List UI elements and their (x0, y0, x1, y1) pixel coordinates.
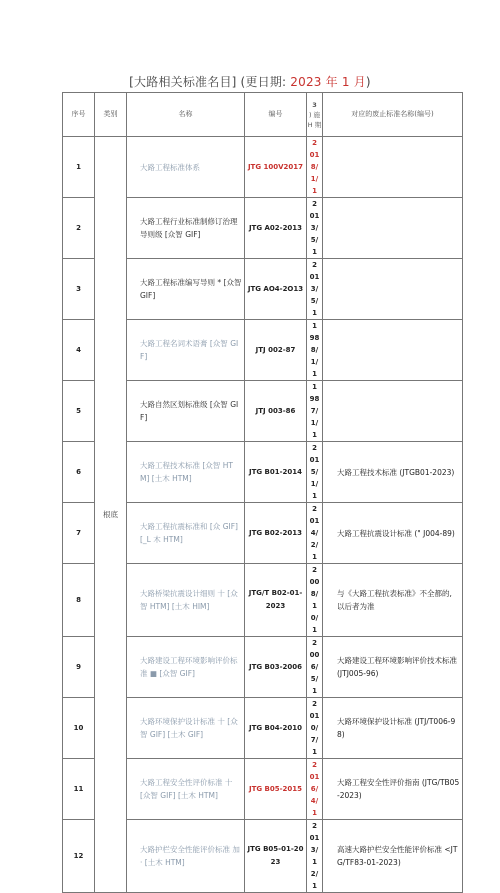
row-code: JTJ 003-86 (245, 381, 307, 442)
row-name: 大路工程安全性评价标准 十 [众智 GIF] [土木 HTM] (127, 759, 245, 820)
row-name: 大路工程标准体系 (127, 137, 245, 198)
row-code: JTG B05-2015 (245, 759, 307, 820)
row-date: 1 987/1/1 (307, 381, 323, 442)
row-seq: 11 (63, 759, 95, 820)
row-replaced: 大路工程安全性评价指南 (JTG/TB05-2023) (323, 759, 463, 820)
title-prefix: [大路相关标准名目] (更日期: (129, 75, 291, 89)
page-title (0, 73, 500, 90)
row-code: JTJ 002-87 (245, 320, 307, 381)
title-year: 2023 年 1 月 (290, 75, 366, 89)
header-name: 名称 (127, 93, 245, 137)
header-date-label: ) 施 H 期 (307, 110, 322, 129)
header-seq: 序号 (63, 93, 95, 137)
table-row (63, 137, 463, 198)
table-header-row (63, 93, 463, 137)
row-replaced: 大路工程抗震设计标准 (" J004-89) (323, 503, 463, 564)
row-seq: 1 (63, 137, 95, 198)
row-seq: 12 (63, 820, 95, 893)
row-replaced: 大路环境保护设计标准 (JTJ/T006-98) (323, 698, 463, 759)
row-code: JTG B01-2014 (245, 442, 307, 503)
row-code: JTG B05-01-2023 (245, 820, 307, 893)
row-date: 2 014/2/1 (307, 503, 323, 564)
row-code: JTG/T B02-01-2023 (245, 564, 307, 637)
header-date-top: 3 (312, 100, 317, 109)
row-date: 2 006/5/1 (307, 637, 323, 698)
title-suffix: ) (365, 75, 371, 89)
row-date: 2 013/5/1 (307, 198, 323, 259)
header-replaced: 对应的废止标准名称(编号) (323, 93, 463, 137)
row-seq: 4 (63, 320, 95, 381)
row-replaced: 大路工程技术标准 (JTGB01-2023) (323, 442, 463, 503)
row-name: 大路工程抗震标准和 [众 GIF] [_L 木 HTM] (127, 503, 245, 564)
row-code: JTG B04-2010 (245, 698, 307, 759)
row-name: 大路建设工程环境影响评价标准 ■ [众智 GIF] (127, 637, 245, 698)
row-name: 大路工程名词术语膏 [众智 GIF] (127, 320, 245, 381)
row-seq: 7 (63, 503, 95, 564)
row-replaced: 高速大路护栏安全性能评价标准 <JTG/TF83-01-2023) (323, 820, 463, 893)
row-code: JTG B03-2006 (245, 637, 307, 698)
row-seq: 3 (63, 259, 95, 320)
row-code: JTG AO4-2O13 (245, 259, 307, 320)
row-date: 2 015/1/1 (307, 442, 323, 503)
row-date: 2 013/12/1 (307, 820, 323, 893)
row-date: 2 018/1/1 (307, 137, 323, 198)
row-date: 2 016/4/1 (307, 759, 323, 820)
row-seq: 5 (63, 381, 95, 442)
row-seq: 10 (63, 698, 95, 759)
row-name: 大路工程技术标准 [众智 HTM] [土木 HTM] (127, 442, 245, 503)
row-code: JTG B02-2013 (245, 503, 307, 564)
row-date: 2 013/5/1 (307, 259, 323, 320)
category-cell: 根底 (95, 137, 127, 893)
row-name: 大路护栏安全性能评价标准 加 · [土木 HTM] (127, 820, 245, 893)
header-category: 类别 (95, 93, 127, 137)
row-replaced (323, 198, 463, 259)
row-seq: 9 (63, 637, 95, 698)
header-date (307, 93, 323, 137)
row-name: 大路桥梁抗震设计细则 十 [众智 HTM] [土木 HIM] (127, 564, 245, 637)
row-code: JTG A02-2013 (245, 198, 307, 259)
row-replaced (323, 320, 463, 381)
row-date: 2 010/7/1 (307, 698, 323, 759)
row-date: 1 988/1/1 (307, 320, 323, 381)
row-name: 大路自然区划标准级 [众智 GIF] (127, 381, 245, 442)
row-name: 大路工程行业标准制修订治理导则级 [众智 GIF] (127, 198, 245, 259)
row-code: JTG 100V2017 (245, 137, 307, 198)
row-replaced (323, 137, 463, 198)
row-replaced: 与《大路工程抗表标准》不全都的, 以后者为准 (323, 564, 463, 637)
standards-table (62, 92, 463, 893)
row-name: 大路工程标准编写导则 * [众智 GIF] (127, 259, 245, 320)
row-name: 大路环境保护设计标准 十 [众智 GIF] [土木 GIF] (127, 698, 245, 759)
row-replaced (323, 381, 463, 442)
header-code: 编号 (245, 93, 307, 137)
row-seq: 8 (63, 564, 95, 637)
row-date: 2 008/10/1 (307, 564, 323, 637)
row-seq: 2 (63, 198, 95, 259)
row-replaced: 大路建设工程环境影响评价技术标准 (JTJ005-96) (323, 637, 463, 698)
row-seq: 6 (63, 442, 95, 503)
row-replaced (323, 259, 463, 320)
